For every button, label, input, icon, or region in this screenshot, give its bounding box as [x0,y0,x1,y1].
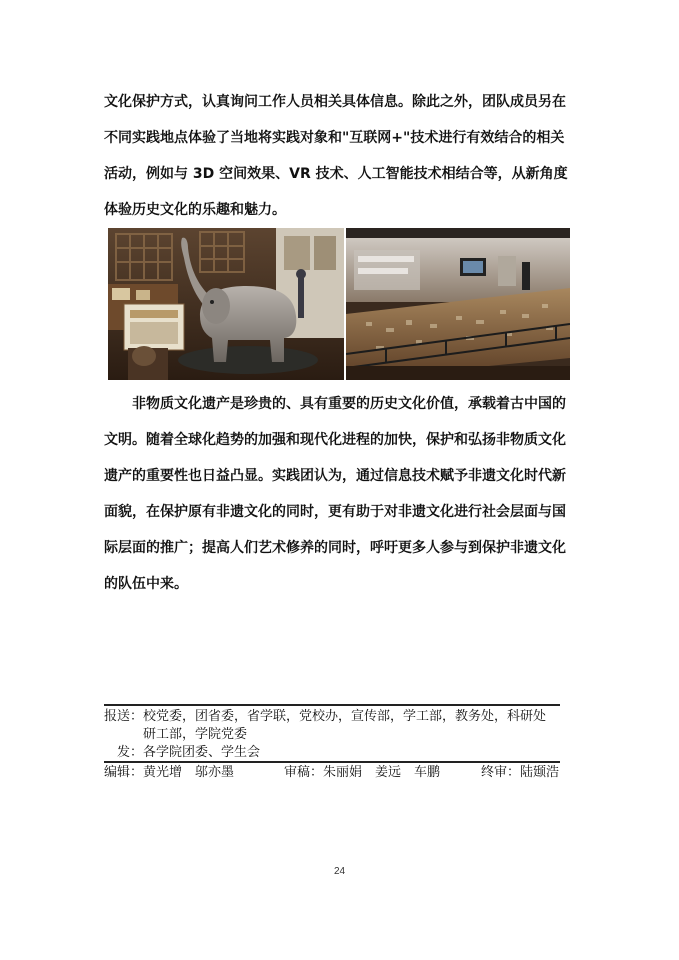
paragraph-intro: 文化保护方式，认真询问工作人员相关具体信息。除此之外，团队成员另在不同实践地点体验了当地将实践对象和"互联网+"技术进行有效结合的相关活动，例如与 3D 空间效果、VR 技术、人工智能技术相结合等，从新角度体验历史文化的乐趣和魅力。 [104,94,568,218]
report-to-line-1: 报送：校党委，团省委，省学联，党校办，宣传部，学工部，教务处，科研处 [104,709,547,724]
editor-line: 编辑：黄光增 邬亦墨 [104,765,235,780]
report-to-line-2: 研工部，学院党委 [143,727,248,742]
page-number: 24 [333,866,346,877]
final-review-line: 终审：陆颋浩 [481,765,560,780]
reviewer-line: 审稿：朱丽娟 姜远 车鹏 [284,765,441,780]
elephant-sculpture-photo [108,228,344,380]
distribute-line: 发：各学院团委、学生会 [117,745,261,760]
museum-model-photo [346,228,570,380]
photo-pair [108,228,570,380]
footer-top-rule [104,704,560,706]
paragraph-heritage: 非物质文化遗产是珍贵的、具有重要的历史文化价值，承载着古中国的文明。随着全球化趋势的加强和现代化进程的加快，保护和弘扬非物质文化遗产的重要性也日益凸显。实践团认为，通过信息技术赋予非遗文化时代新面貌，在保护原有非遗文化的同时，更有助于对非遗文化进行社会层面与国际层面的推广；提高人们艺术修养的同时，呼吁更多人参与到保护非遗文化的队伍中来。 [104,396,566,592]
footer-middle-rule [104,761,560,763]
